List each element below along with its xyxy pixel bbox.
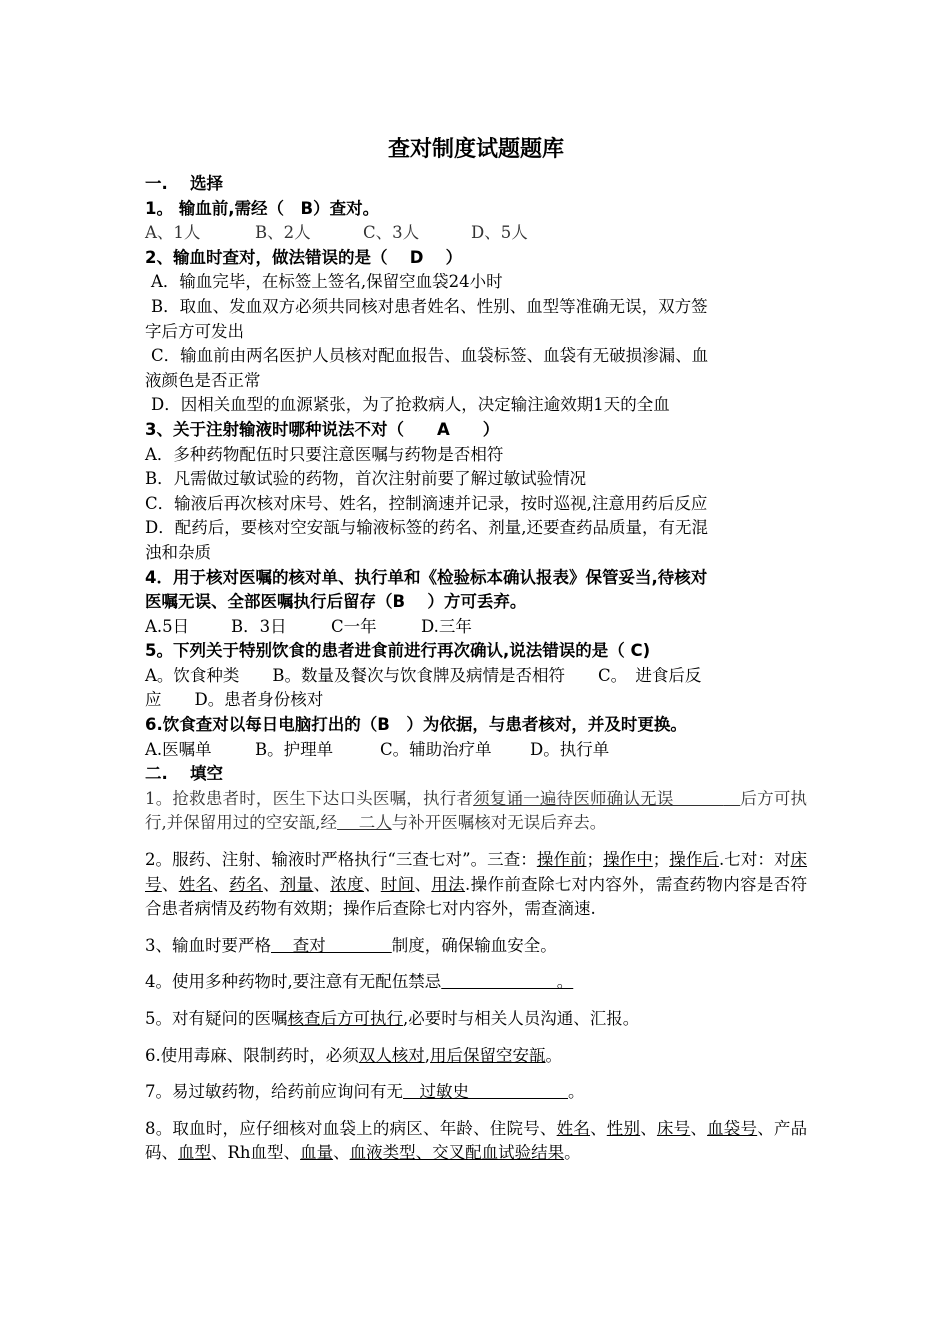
fill-text: .七对：对 bbox=[718, 850, 791, 870]
fill-answer: 操作中 bbox=[603, 850, 653, 870]
q1-option-d: D、5人 bbox=[471, 223, 528, 243]
q1-stem: 1。 输血前,需经（ B）查对。 bbox=[145, 198, 380, 218]
q1-option-b: B、2人 bbox=[255, 223, 311, 243]
q4-option-a: A.5日 bbox=[145, 616, 190, 636]
q6-options bbox=[145, 738, 807, 763]
q1-option-a: A、1人 bbox=[145, 223, 201, 243]
fill-text: 、 bbox=[363, 874, 381, 894]
fill-item-1 bbox=[145, 787, 807, 836]
fill-text: 。 bbox=[564, 1143, 581, 1163]
q6-option-c: C。辅助治疗单 bbox=[380, 739, 492, 759]
fill-answer: 浓度 bbox=[330, 874, 364, 894]
q4-stem-cont: 医嘱无误、全部医嘱执行后留存（B ）方可丢弃。 bbox=[145, 592, 527, 612]
q6-option-d: D。执行单 bbox=[530, 739, 610, 759]
q3-option-b: B．凡需做过敏试验的药物，首次注射前要了解过敏试验情况 bbox=[145, 469, 587, 489]
fill-answer: 床号 bbox=[656, 1118, 691, 1138]
q2-option-d: D．因相关血型的血源紧张，为了抢救病人，决定输注逾效期1天的全血 bbox=[151, 395, 670, 415]
q6-option-b: B。护理单 bbox=[255, 739, 334, 759]
fill-answer: 操作后 bbox=[669, 850, 719, 870]
fill-text: 、Rh血型、 bbox=[211, 1143, 301, 1163]
fill-answer: 血量 bbox=[300, 1143, 334, 1163]
fill-text: 、 bbox=[212, 874, 230, 894]
fill-text: .操作前查除七对内容外，需查药物内容是否符合患者病情及药物有效期；操作后查除七对内容外，需查滴速. bbox=[145, 874, 808, 919]
q4-option-c: C一年 bbox=[331, 616, 377, 636]
q5-options: A。饮食种类 B。数量及餐次与饮食牌及病情是否相符 C。 进食后反 bbox=[145, 665, 702, 685]
q2-option-c-cont: 液颜色是否正常 bbox=[145, 370, 261, 390]
document-page bbox=[145, 128, 807, 1166]
fill-answer: 过敏史 bbox=[403, 1082, 568, 1102]
fill-text: 。 bbox=[545, 1045, 562, 1065]
q6-stem: 6.饮食查对以每日电脑打出的（B ）为依据，与患者核对，并及时更换。 bbox=[145, 715, 687, 735]
fill-item-8 bbox=[145, 1117, 807, 1166]
q4-option-d: D.三年 bbox=[421, 616, 472, 636]
fill-text: 与补开医嘱核对无误后弃去。 bbox=[391, 813, 607, 833]
fill-text: ； bbox=[586, 850, 604, 870]
q4-stem: 4．用于核对医嘱的核对单、执行单和《检验标本确认报表》保管妥当,待核对 bbox=[145, 567, 708, 587]
q5-stem: 5。下列关于特别饮食的患者进食前进行再次确认,说法错误的是（ C) bbox=[145, 641, 651, 661]
fill-text: 4。使用多种药物时,要注意有无配伍禁忌 bbox=[145, 972, 442, 992]
fill-text: 、 bbox=[262, 874, 280, 894]
q2-option-b: B．取血、发血双方必须共同核对患者姓名、性别、血型等准确无误，双方签 bbox=[151, 296, 708, 316]
fill-answer: 床号 bbox=[145, 850, 808, 894]
fill-answer: 用法 bbox=[431, 874, 466, 894]
fill-answer: 血袋号 bbox=[707, 1118, 758, 1138]
fill-text: ； bbox=[652, 850, 670, 870]
fill-answer bbox=[724, 789, 741, 808]
fill-answer: 姓名 bbox=[178, 874, 213, 894]
q3-option-d-cont: 浊和杂质 bbox=[145, 542, 211, 562]
fill-answer: 药名 bbox=[229, 874, 263, 894]
q1-options bbox=[145, 221, 807, 246]
q5-options-cont: 应 D。患者身份核对 bbox=[145, 690, 324, 710]
fill-answer: 二人 bbox=[337, 813, 392, 833]
fill-text: 6.使用毒麻、限制药时，必须 bbox=[145, 1045, 359, 1065]
fill-answer: 须复诵一遍待医师确认无误 bbox=[473, 788, 724, 808]
fill-answer: 时间 bbox=[380, 874, 415, 894]
fill-answer: 性别 bbox=[606, 1118, 641, 1138]
fill-item-7 bbox=[145, 1080, 807, 1105]
fill-text: 2。服药、注射、输液时严格执行“三查七对”。三查： bbox=[145, 850, 537, 870]
fill-answer: 血型 bbox=[178, 1143, 211, 1163]
fill-answer: 血液类型、交叉配血试验结果 bbox=[349, 1143, 565, 1163]
q3-option-d: D．配药后，要核对空安瓿与输液标签的药名、剂量,还要查药品质量，有无混 bbox=[145, 518, 708, 538]
fill-text: 制度，确保输血安全。 bbox=[391, 935, 557, 955]
fill-text: 8。取血时，应仔细核对血袋上的病区、年龄、住院号、 bbox=[145, 1118, 557, 1138]
fill-item-4 bbox=[145, 970, 807, 995]
fill-item-6 bbox=[145, 1044, 807, 1069]
fill-answer: 姓名 bbox=[556, 1118, 591, 1138]
fill-text: 7。易过敏药物，给药前应询问有无 bbox=[145, 1082, 403, 1102]
fill-answer: 操作前 bbox=[536, 850, 587, 870]
q3-option-c: C．输液后再次核对床号、姓名，控制滴速并记录，按时巡视,注意用药后反应 bbox=[145, 493, 708, 513]
fill-text: 5。对有疑问的医嘱 bbox=[145, 1009, 288, 1028]
fill-item-5 bbox=[145, 1007, 807, 1032]
q4-options bbox=[145, 615, 807, 640]
fill-text: 、 bbox=[333, 1143, 350, 1163]
fill-text: 、 bbox=[590, 1118, 607, 1138]
fill-text: 1。抢救患者时，医生下达口头医嘱，执行者 bbox=[145, 788, 474, 808]
fill-text: 。 bbox=[568, 1082, 585, 1102]
fill-answer: 双人核对 bbox=[358, 1045, 425, 1065]
fill-item-3 bbox=[145, 934, 807, 959]
q2-option-c: C．输血前由两名医护人员核对配血报告、血袋标签、血袋有无破损渗漏、血 bbox=[151, 346, 709, 366]
fill-text: 、 bbox=[161, 874, 179, 894]
fill-text: 、 bbox=[690, 1118, 708, 1138]
fill-text: 、 bbox=[313, 874, 331, 894]
q2-option-a: A．输血完毕，在标签上签名,保留空血袋24小时 bbox=[151, 272, 503, 292]
section-heading-fill: 二. 填空 bbox=[145, 764, 224, 784]
fill-text: 、 bbox=[414, 874, 432, 894]
fill-answer: 核查后方可执行 bbox=[287, 1009, 403, 1028]
fill-text: 后方可执行,并保留用过的空安瓿,经 bbox=[145, 788, 808, 833]
fill-text: 、 bbox=[640, 1118, 657, 1138]
q6-option-a: A.医嘱单 bbox=[145, 739, 212, 759]
fill-item-2 bbox=[145, 848, 807, 922]
q3-stem: 3、关于注射输液时哪种说法不对（ A ） bbox=[145, 419, 500, 439]
q2-option-b-cont: 字后方可发出 bbox=[145, 321, 244, 341]
fill-answer: 查对 bbox=[271, 935, 392, 955]
q2-stem: 2、输血时查对，做法错误的是（ D ） bbox=[145, 247, 463, 267]
fill-answer: 用后保留空安瓿 bbox=[430, 1045, 546, 1065]
page-title: 查对制度试题题库 bbox=[387, 137, 564, 162]
fill-answer: 。 bbox=[441, 972, 574, 992]
q4-option-b: B．3日 bbox=[231, 616, 287, 636]
fill-text: , bbox=[424, 1045, 430, 1065]
fill-text: 、产品码、 bbox=[145, 1118, 808, 1163]
section-heading-choice: 一. 选择 bbox=[145, 174, 224, 193]
q3-option-a: A．多种药物配伍时只要注意医嘱与药物是否相符 bbox=[145, 444, 504, 464]
fill-text: ,必要时与相关人员沟通、汇报。 bbox=[403, 1009, 640, 1028]
fill-answer: 剂量 bbox=[279, 874, 314, 894]
fill-text: 3、输血时要严格 bbox=[145, 935, 271, 955]
q1-option-c: C、3人 bbox=[363, 223, 420, 243]
